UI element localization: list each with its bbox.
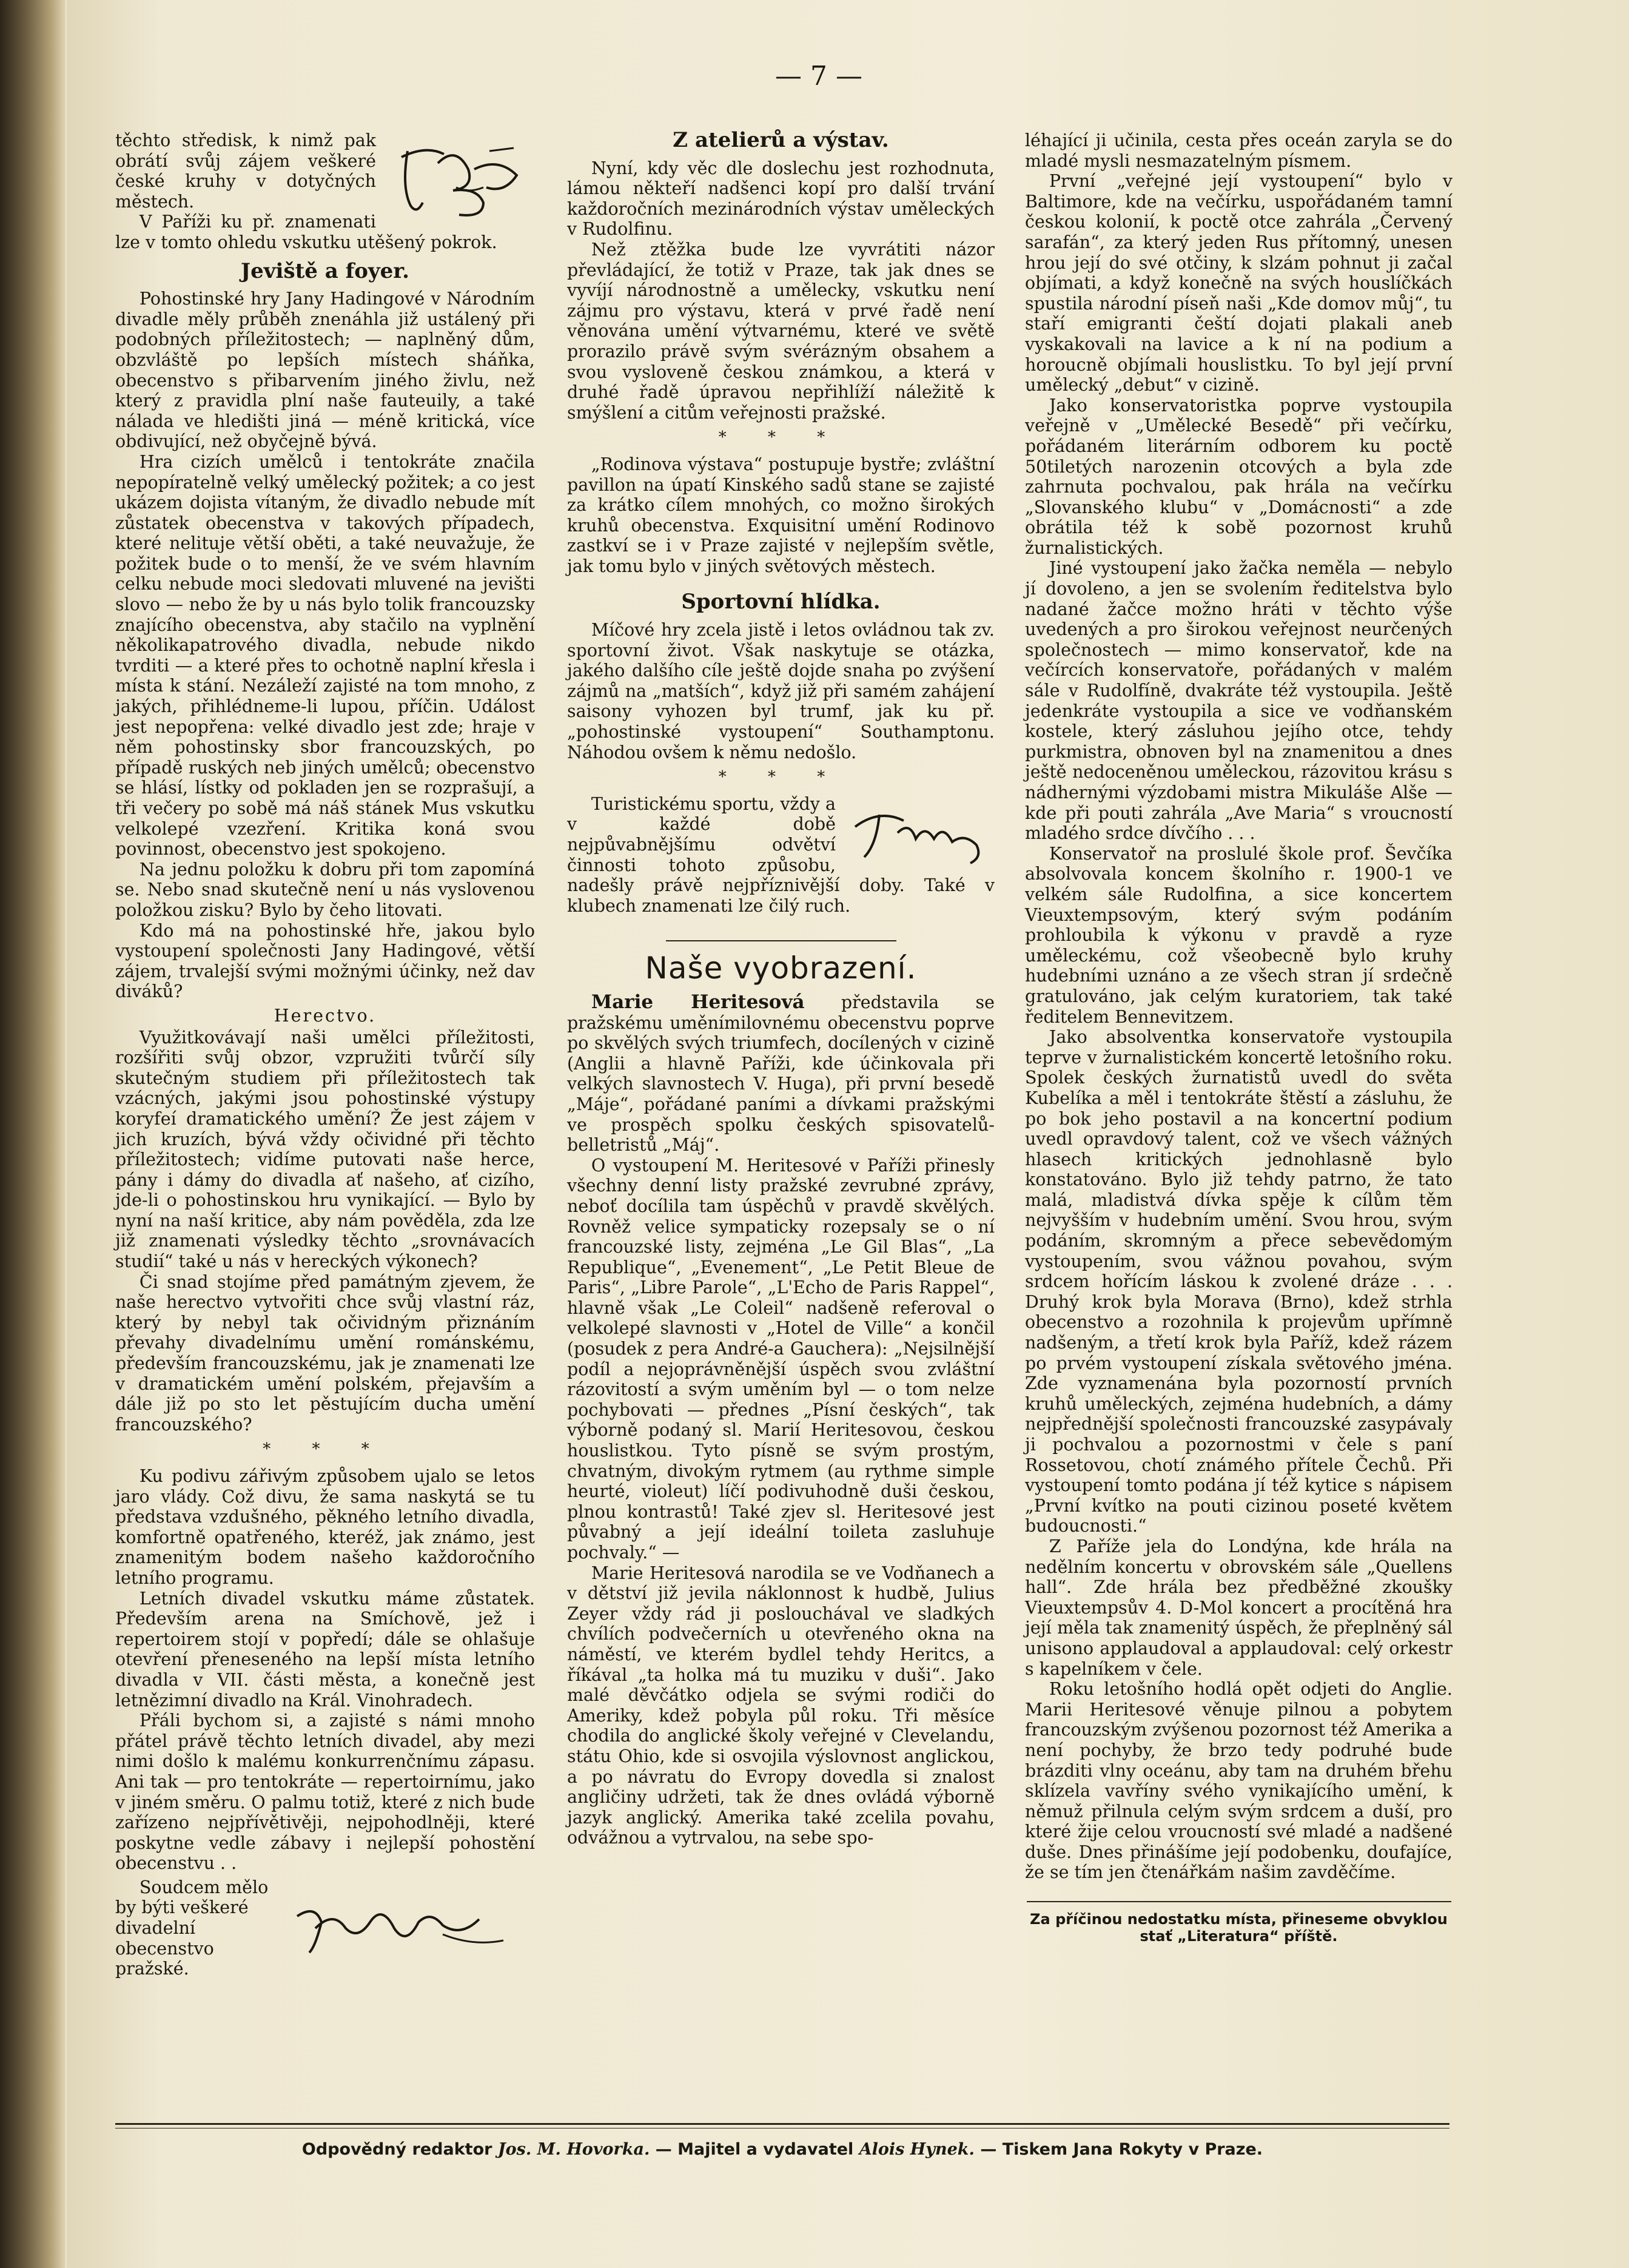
paragraph: Letních divadel vskutku máme zůstatek. Především arena na Smíchově, jež i repertoirem stojí v popředí; dále se ohlašuje otevření přeneseného na lepší místa letního divadla v VII. části města, a konečně jest letnězimní divadlo na Král. Vinohradech. — [115, 1588, 535, 1711]
binding-fold — [0, 0, 65, 2268]
paragraph: Než ztěžka bude lze vyvrátiti názor převládající, že totiž v Praze, tak jak dnes se vyvíjí národnostně a umělecky, vskutku není zájmu pro výstavu, která v prvé řadě není věnována umění výtvarnému, které ve světě prorazilo právě svým svérázným obsahem a svou vysloveně českou známkou, a která v druhé řadě úpravou nepřihlíží náležitě k smýšlení a citům veřejnosti pražské. — [567, 239, 995, 423]
paragraph: představila se pražskému uměnímilovnému obecenstvu poprve po skvělých svých triumfech, docílených v cizině (Anglii a hlavně Paříži, kde účinkovala při velkých slavnostech V. Huga), při první besedě „Máje“, pořádané paními a dívkami pražskými ve prospěch spolku českých spisovatelů-belletristů „Máj“. — [567, 992, 995, 1156]
closing-text: Soudcem mělo by býti veškeré divadelní obecenstvo pražské. — [115, 1877, 269, 1979]
column-1 — [115, 130, 535, 1979]
paragraph: Konservatoř na proslulé škole prof. Ševčíka absolvovala koncem školního r. 1900-1 ve velkém sále Rudolfina, a sice koncertem Vieuxtempsovým, který svým podáním prohloubila k výkonu v pravdě a ryze uměleckému, což všeobecně bylo kruhy hudebními uznáno a ze všech stran jí srdečně gratulováno, jak celým kuratoriem, tak také ředitelem Bennevitzem. — [1025, 843, 1453, 1027]
editorial-note: Za příčinou nedostatku místa, přineseme obvyklou stať „Literatura“ příště. — [1030, 1911, 1448, 1945]
paragraph: Marie Heritesová narodila se ve Vodňanech a v dětství již jevila náklonnost k hudbě, Julius Zeyer vždy rád ji poslouchával ve sladkých chvílích podvečerních u otevřeného okna na náměstí, ve kterém bydlel tehdy Heritcs, a říkával „ta holka má tu muziku v duši“. Jako malé děvčátko odjela se svými rodiči do Ameriky, kdež pobyla půl roku. Tři měsíce chodila do anglické školy veřejné v Clevelandu, státu Ohio, kde si osvojila výslovnost anglickou, a po návratu do Evropy dovedla si znalost angličiny udržeti, tak že dnes ovládá výborně jazyk anglický. Amerika také zcelila povahu, odvážnou a vytrvalou, na sebe spo- — [567, 1563, 995, 1848]
paragraph: Jako absolventka konservatoře vystoupila teprve v žurnalistickém koncertě letošního roku. Spolek českých žurnatistů uvedl do světa Kubelíka a měl i tentokráte štěstí a zásluhu, že po bok jeho postavil a na koncertní podium uvedl opravdový talent, což ve všech vážných hlasech kritických jednohlasně bylo konstatováno. Bylo již tehdy patrno, že tato malá, mladistvá dívka spěje k cílům těm nejvyšším v hudebním umění. Svou hrou, svým podáním, skromným a přece sebevědomým vystoupením, svou vážnou povahou, svým srdcem hořícím láskou k zvolené dráze . . . Druhý krok byla Morava (Brno), kdež strhla obecenstvo a rozohnila k projevům upřímně nadšeným, a třetí krok byla Paříž, kdež rázem po prvém vystoupení získala světového jména. Zde vyznamenána byla pozorností prvních kruhů uměleckých, zejména hudebních, a dámy nejpřednější společnosti francouzské zasypávaly ji pochvalou a pozornostmi v čele s paní Rossetovou, chotí známého přítele Čechů. Při vystoupení tomto podána jí též kytice s nápisem „První kvítko na pouti cizinou poseté květem budoucnosti.“ — [1025, 1027, 1453, 1536]
section-heading: Sportovní hlídka. — [681, 590, 881, 614]
subheading: Herectvo. — [274, 1005, 377, 1026]
paragraph: Pohostinské hry Jany Hadingové v Národním divadle měly průběh znenáhla již ustálený při podobných příležitostech; — naplněný dům, obzvláště po lepších místech sháňka, obecenstvo s přibarvením jiného živlu, než který z pravidla plní naše fauteuily, a také nálada ve hledišti jiná — méně kritická, více obdivující, než obyčejně bývá. — [115, 289, 535, 452]
paragraph: Hra cizích umělců i tentokráte značila nepopíratelně velký umělecký požitek; a co jest ukázem dojista vítaným, že divadlo nebude mít zůstatek obecenstva v takových případech, které nelituje větší oběti, a také neuvažuje, že požitek bude o to menší, že ve svém hlavním celku nebude moci sledovati mluvené na jevišti slovo — nebo že by u nás bylo tolik francouzsky znajícího obecenstva, aby stačilo na vyplnění několikapatrového divadla, nebude nikdo tvrditi — a které přes to ochotně naplní křesla i místa k stání. Nezáleží zajisté na tom mnoho, z jakých, přihlédneme-li lupou, příčin. Událost jest nepopřena: velké divadlo jest zde; hraje v něm pohostinsky sbor francouzských, po případě ruských neb jiných umělců; obecenstvo se hlásí, lístky od pokladen jen se rozprašují, a tři večery po sobě má náš stánek Mus vskutku velkolepé vzezření. Kritika koná svou povinnost, obecenstvo jest spokojeno. — [115, 451, 535, 860]
paragraph: Jiné vystoupení jako žačka neměla — nebylo jí dovoleno, a jen se svolením ředitelstva bylo nadané žačce možno hráti v těchto výše uvedených a pro širokou veřejnost neurčených společnostech — mimo konservatoř, kde na večírcích konservatoře, pořádaných v malém sále v Rudolfíně, dvakráte též vystoupila. Ještě jedenkráte vystoupila a sice ve vodňanském kostele, který zásluhou jejího otce, tehdy purkmistra, obnoven byl na znamenitou a dnes ještě nedoceněnou uměleckou, rázovitou krásu s nádhernými výzdobami mistra Mikuláše Alše — kde při pouti zahrála „Ave Maria“ s vroucností mladého srdce dívčího . . . — [1025, 558, 1453, 844]
imprint-label: Odpovědný redaktor — [301, 2140, 492, 2159]
separator-stars: * * * — [718, 428, 844, 447]
page-number: — 7 — — [775, 61, 862, 92]
paragraph: Či snad stojíme před památným zjevem, že naše herectvo vytvořiti chce svůj vlastní ráz, který by nebyl tak očividným přiznáním převahy divadelnímu umění románskému, především francouzskému, jak je znamenati lze v dramatickém umění polském, přejavším a dále již po sto let pěstujícím ducha umění francouzského? — [115, 1271, 535, 1435]
intro-text-2: V Paříži ku př. znamenati lze v tomto ohledu vskutku utěšený pokrok. — [115, 212, 497, 252]
imprint — [115, 2140, 1449, 2159]
imprint-owner: Alois Hynek. — [859, 2140, 975, 2159]
section-heading: Z atelierů a výstav. — [673, 128, 889, 152]
separator-stars: * * * — [263, 1440, 388, 1459]
paragraph: První „veřejné její vystoupení“ bylo v Baltimore, kde na večírku, uspořádaném tamní českou kolonií, k poctě otce zahrála „Červený sarafán“, za který jeden Rus přítomný, unesen hrou její do své otčiny, k slzám pohnut ji začal objímati, a když konečně na svých houslíčkách spustila národní píseň naši „Kde domov můj“, tu staří emigranti čeští dojati plakali aneb vyskakovali na lavice a k ní na podium a horoucně objímali houslistku. To byl její první umělecký „debut“ v cizině. — [1025, 171, 1453, 395]
paragraph: Přáli bychom si, a zajisté s námi mnoho přátel právě těchto letních divadel, aby mezi nimi došlo k malému konkurrenčnímu zápasu. Ani tak — pro tentokráte — repertoirnímu, jako v jiném směru. O palmu totiž, které z nich bude zařízeno nejpřívětivěji, nejpohodlněji, které poskytne vedle zábavy i nejlepší pohostění obecenstvu . . — [115, 1711, 535, 1874]
person-name: Marie Heritesová — [591, 991, 805, 1013]
signature-hynek-icon — [843, 796, 995, 869]
paragraph: Z Paříže jela do Londýna, kde hrála na nedělním koncertu v obrovském sále „Quellens hall“. Zde hrála bez předběžné zkoušky Vieuxtempsův 4. D-Mol koncert a procítěná hra její měla tak znamenitý úspěch, že přeplněný sál unisono applaudoval a applaudoval: celý orkestr s kapelníkem v čele. — [1025, 1536, 1453, 1679]
paragraph: Nyní, kdy věc dle doslechu jest rozhodnuta, lámou někteří nadšenci kopí pro další trvání každoročních mezinárodních výstav uměleckých v Rudolfinu. — [567, 158, 995, 240]
column-2 — [567, 130, 995, 1848]
paragraph: „Rodinova výstava“ postupuje bystře; zvláštní pavillon na úpatí Kinského sadů stane se zajisté za krátko cílem mnohých, co možno širokých kruhů obecenstva. Exquisitní umění Rodinovo zastkví se i v Praze zajisté v nejlepším světle, jak tomu bylo v jiných světových městech. — [567, 454, 995, 576]
footer-rule — [115, 2123, 1449, 2128]
divider — [666, 940, 896, 941]
intro-text: těchto středisk, k nimž pak obrátí svůj zájem veškeré české kruhy v dotyčných městech. — [115, 130, 376, 212]
paragraph: Jako konservatoristka poprve vystoupila veřejně v „Umělecké Besedě“ při večírku, pořádaném literárním odborem ku poctě 50tiletých narozenin otcových a byla zde zahrnuta pochvalou, pak hrála na večírku „Slovanského klubu“ v „Domácnosti“ a zde obrátila též k sobě pozornost kruhů žurnalistických. — [1025, 395, 1453, 558]
paragraph: Turistickému sportu, vždy a v každé době nejpůvabnějšímu odvětví činnosti tohoto způsobu, nadešly právě nejpříznivější doby. Také v klubech znamenati lze čilý ruch. — [567, 793, 995, 916]
paragraph: Ku podivu zářivým způsobem ujalo se letos jaro vlády. Což divu, že sama naskytá se tu představa vzdušného, pěkného letního divadla, komfortně opatřeného, kteréž, jak známo, jest znamenitým bodem našeho každoročního letního programu. — [115, 1466, 535, 1588]
paragraph: O vystoupení M. Heritesové v Paříži přinesly všechny denní listy pražské zevrubné zprávy, neboť docílila tam úspěchů v pravdě skvělých. Rovněž velice sympaticky rozepsaly se o ní francouzské listy, zejména „Le Gil Blas“, „La Republique“, „Evenement“, „Le Petit Bleue de Paris“, „Libre Parole“, „L'Echo de Paris Rappel“, hlavně však „Le Coleil“ nadšeně referoval o velkolepé slavnosti v „Hotel de Ville“ a končil (posudek z pera André-a Gauchera): „Nejsilnější podíl a nejoprávněnější úspěch svou zvláštní rázovitostí a svým uměním byl — o tom nelze pochybovati — přednes „Písní českých“, tak výborně podaný sl. Marií Heritesovou, českou houslistkou. Tyto písně se svým prostým, chvatným, divokým rytmem (au rythme simple heurté, violeut) líčí podivuhodně duši českou, plnou kontrastů! Také zjev sl. Heritesové jest půvabný a její ideální toileta zasluhuje pochvaly.“ — — [567, 1155, 995, 1563]
section-heading: Jeviště a foyer. — [241, 258, 409, 283]
paragraph: Využitkovávají naši umělci příležitosti, rozšířiti svůj obzor, vzpružiti tvůrčí síly skutečným studiem při příležitostech tak vzácných, jakými jsou pohostinské výstupy koryfeí dramatického umění? Že jest zájem v jich kruzích, bývá vždy očividné při těchto příležitostech; vidíme putovati naše herce, pány i dámy do divadla ať našeho, ať cizího, jde-li o pohostinskou hru vynikající. — Bylo by nyní na naší kritice, aby nám pověděla, zda lze již znamenati výsledky těchto „srovnávacích studií“ také u nás v hereckých výkonech? — [115, 1027, 535, 1272]
paragraph: léhající ji učinila, cesta přes oceán zaryla se do mladé mysli nesmazatelným písmem. — [1025, 130, 1453, 171]
paragraph: Roku letošního hodlá opět odjeti do Anglie. Marii Heritesové věnuje pilnou a pobytem francouzským zvýšenou pozornost též Amerika a není pochyby, že brzo tedy podruhé bude brázditi vlny oceánu, aby tam na druhém břehu sklízela vavříny svého vynikajícího umění, k němuž přilnula celým svým srdcem a duší, pro které žije celou vroucností své mladé a nadšené duše. Dnes přinášíme její podobenku, doufajíce, že se tím jen čtenářkám našim zavděčíme. — [1025, 1679, 1453, 1883]
paragraph: Kdo má na pohostinské hře, jakou bylo vystoupení společnosti Jany Hadingové, větší zájem, trvalejší svými možnými účinky, než dav diváků? — [115, 920, 535, 1002]
paragraph: Míčové hry zcela jistě i letos ovládnou tak zv. sportovní život. Však naskytuje se otázka, jakého dalšího cíle ještě dojde snaha po zvýšení zájmů na „matších“, když již při samém zahájení saisony vyhozen byl trumf, jak ku př. „pohostinské vystoupení“ Southamptonu. Náhodou ovšem k němu nedošlo. — [567, 620, 995, 762]
divider — [1027, 1901, 1451, 1902]
section-heading: Naše vyobrazení. — [645, 951, 917, 986]
signature-jos-bor-icon — [383, 133, 535, 224]
paragraph: Na jednu položku k dobru při tom zapomíná se. Nebo snad skutečně není u nás vyslovenou položkou zisku? Bylo by čeho litovati. — [115, 859, 535, 920]
imprint-label: — Tiskem Jana Rokyty v Praze. — [980, 2140, 1263, 2159]
column-3 — [1025, 130, 1453, 1945]
imprint-editor: Jos. M. Hovorka. — [497, 2140, 650, 2159]
imprint-label: — Majitel a vydavatel — [655, 2140, 854, 2159]
separator-stars: * * * — [718, 768, 844, 787]
signature-kazimir-icon — [285, 1892, 516, 1965]
